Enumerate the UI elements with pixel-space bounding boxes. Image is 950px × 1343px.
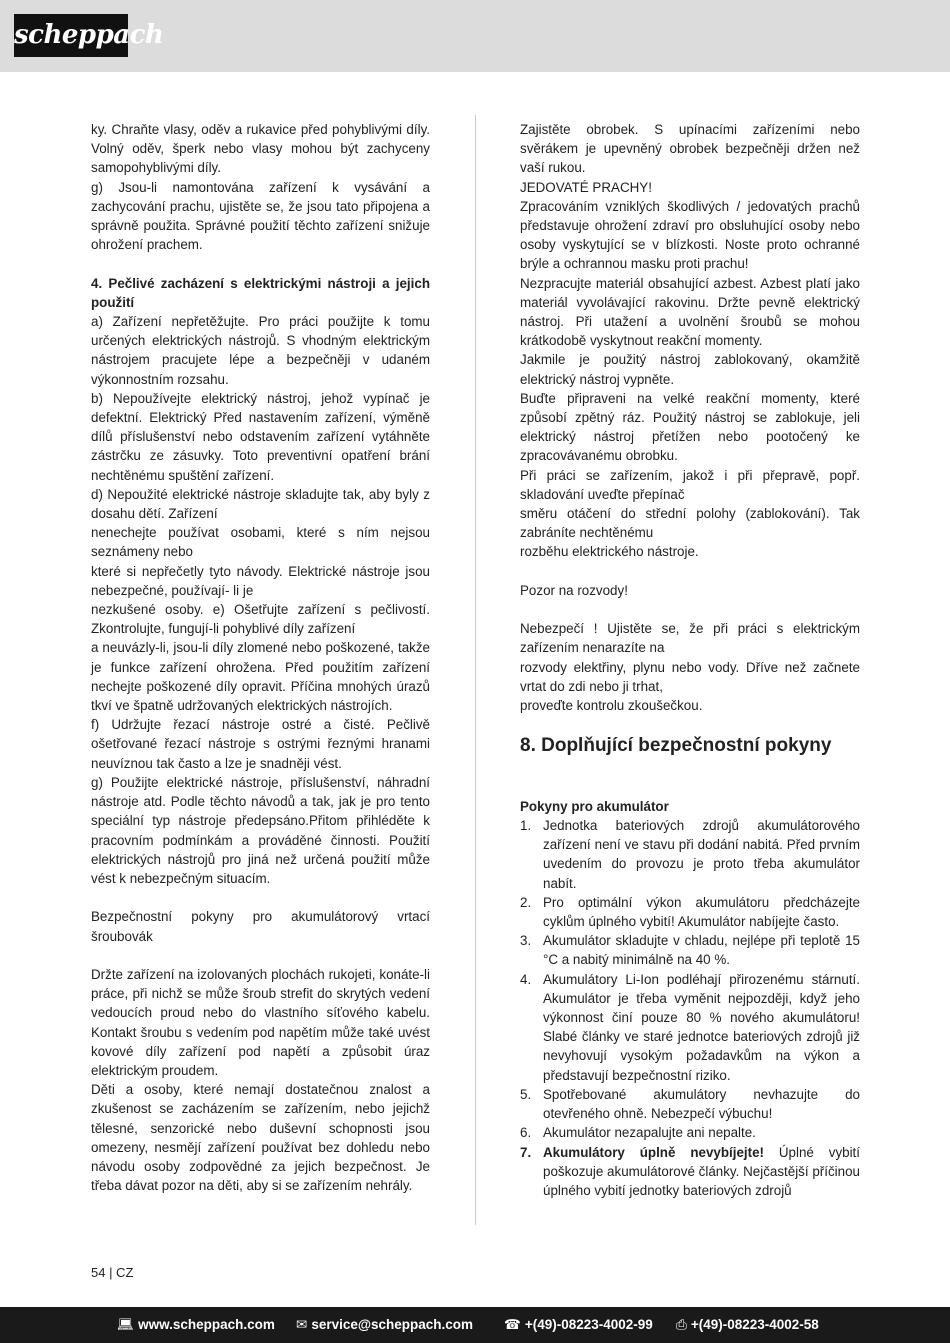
paragraph: ky. Chraňte vlasy, oděv a rukavice před pohyblivými díly. Volný oděv, šperk nebo vlasy mohou být zachyceny samopohyblivými díly. bbox=[91, 122, 430, 176]
list-item bbox=[520, 970, 860, 1085]
paragraph: rozvody elektřiny, plynu nebo vody. Dříve než začnete vrtat do zdi nebo ji trhat, bbox=[520, 659, 860, 694]
list-text: Akumulátor skladujte v chladu, nejlépe při teplotě 15 °C a nabitý minimálně na 40 %. bbox=[543, 933, 860, 968]
paragraph: rozběhu elektrického nástroje. bbox=[520, 544, 699, 560]
list-item bbox=[520, 1085, 860, 1123]
list-number: 5. bbox=[520, 1086, 532, 1102]
footer-email[interactable] bbox=[296, 1307, 473, 1343]
computer-icon: 💻︎ bbox=[117, 1317, 135, 1332]
list-item bbox=[520, 816, 860, 893]
list-item bbox=[520, 1123, 860, 1142]
paragraph: a) Zařízení nepřetěžujte. Pro práci použijte k tomu určených elektrických nástrojů. S vhodným elektrickým nástrojem pracujete lépe a bezpečněji v udaném výkonnostním rozsahu. bbox=[91, 314, 430, 387]
paragraph: nezkušené osoby. e) Ošetřujte zařízení s pečlivostí. Zkontrolujte, fungují-li pohyblivé díly zařízení bbox=[91, 602, 430, 637]
list-text: Akumulátory Li-Ion podléhají přirozenému stárnutí. Akumulátor je třeba vyměnit nejpozději, když jeho výkonnost činí pouze 80 % nového akumulátoru! Slabé články ve staré jednotce bateriových zdrojů již nevyhovují vysokým požadavkům na výkon a představují bezpečnostní riziko. bbox=[543, 971, 860, 1083]
paragraph: Pozor na rozvody! bbox=[520, 582, 628, 598]
list-item bbox=[520, 893, 860, 931]
footer-fax bbox=[676, 1307, 819, 1343]
footer-bar bbox=[0, 1307, 950, 1343]
list-text: Akumulátor nezapalujte ani nepalte. bbox=[543, 1125, 756, 1141]
paragraph: Nezpracujte materiál obsahující azbest. Azbest platí jako materiál vyvolávající rakovinu. Držte pevně elektrický nástroj. Při utažení a uvolnění šroubů se mohou krátkodobě vyskytnout reakční momenty. bbox=[520, 275, 860, 349]
paragraph: JEDOVATÉ PRACHY! bbox=[520, 179, 652, 195]
list-text-rest: Úplné vybití poškozuje akumulátorové články. Nejčastější příčinou úplného vybití jednotky bateriových zdrojů bbox=[543, 1144, 861, 1198]
footer-website[interactable] bbox=[117, 1307, 275, 1343]
paragraph: Zpracováním vzniklých škodlivých / jedovatých prachů představuje ohrožení zdraví pro obsluhující osoby nebo osoby vyskytující se v blízkosti. Noste proto ochranné brýle a ochrannou masku proti prachu! bbox=[520, 198, 860, 272]
paragraph: g) Jsou-li namontována zařízení k vysávání a zachycování prachu, ujistěte se, že jsou tato připojena a správně použita. Správné použití těchto zařízení snižuje ohrožení prachem. bbox=[91, 179, 430, 253]
list-text bbox=[543, 1143, 860, 1201]
battery-instructions-list bbox=[520, 816, 860, 1200]
paragraph: a neuvázly-li, jsou-li díly zlomené nebo poškozené, takže je funkce zařízení ohrožena. Před použitím zařízení nechejte poškozené díly opravit. Příčina mnohých úrazů tkví ve špatně udržovaných elektrických nástrojích. bbox=[91, 640, 430, 714]
list-number: 2. bbox=[520, 894, 532, 910]
paragraph: d) Nepoužité elektrické nástroje skladujte tak, aby byly z dosahu dětí. Zařízení bbox=[91, 486, 430, 522]
list-text: Spotřebované akumulátory nevhazujte do otevřeného ohně. Nebezpečí výbuchu! bbox=[543, 1086, 860, 1122]
paragraph: Při práci se zařízením, jakož i při přepravě, popř. skladování uveďte přepínač bbox=[520, 467, 860, 502]
paragraph: Bezpečnostní pokyny pro akumulátorový vrtací šroubovák bbox=[91, 909, 430, 944]
paragraph: Zajistěte obrobek. S upínacími zařízeními nebo svěrákem je upevněný obrobek bezpečněji držen než vaší rukou. bbox=[520, 122, 860, 176]
list-text: Jednotka bateriových zdrojů akumulátorového zařízení není ve stavu při dodání nabitá. Před prvním uvedením do provozu je proto třeba akumulátor nabít. bbox=[543, 818, 860, 891]
footer-phone[interactable] bbox=[504, 1307, 653, 1343]
list-number: 1. bbox=[520, 818, 532, 834]
paragraph: f) Udržujte řezací nástroje ostré a čisté. Pečlivě ošetřované řezací nástroje s ostrými řeznými hranami neuvíznou tak často a lze je snadněji vést. bbox=[91, 717, 430, 771]
list-number: 7. bbox=[520, 1144, 532, 1160]
section-heading-8: 8. Doplňující bezpečnostní pokyny bbox=[520, 735, 832, 757]
paragraph: Držte zařízení na izolovaných plochách rukojeti, konáte-li práce, při nichž se může šroub strefit do skrytých vedení vedoucích proud nebo do vlastního síťového kabelu. Kontakt šroubu s vedením pod napětím může také uvést kovové díly zařízení pod napětí a způsobit úraz elektrickým proudem. bbox=[91, 966, 430, 1078]
paragraph: g) Použijte elektrické nástroje, příslušenství, náhradní nástroje atd. Podle těchto návodů a tak, jak je pro tento speciální typ nástroje předepsáno.Přitom přihléděte k pracovním podmínkám a prováděné činnosti. Použití elektrických nástrojů pro jiná než určená použití může vést k nebezpečným situacím. bbox=[91, 774, 430, 886]
paragraph: nenechejte používat osobami, které s ním nejsou seznámeny nebo bbox=[91, 525, 430, 560]
paragraph: proveďte kontrolu zkoušečkou. bbox=[520, 698, 703, 714]
list-text: Pro optimální výkon akumulátoru předcházejte cyklům úplného vybití! Akumulátor nabíjejte často. bbox=[543, 894, 860, 930]
paragraph: Děti a osoby, které nemají dostatečnou znalost a zkušenost se zacházením se zařízením, nebo jejichž tělesné, senzorické nebo duševní schopnosti jsou omezeny, nesmějí zařízení používat bez dohledu nebo návodu osoby zodpovědné za jejich bezpečnost. Je třeba dávat pozor na děti, aby si se zařízením nehrály. bbox=[91, 1082, 430, 1194]
email-icon: ✉︎ bbox=[296, 1317, 308, 1332]
paragraph: Buďte připraveni na velké reakční momenty, které způsobí zpětný ráz. Použitý nástroj se zablokuje, jeli elektrický nástroj přetížen nebo pootočený ke zpracovávanému obrobku. bbox=[520, 390, 860, 464]
column-divider bbox=[475, 115, 476, 1225]
list-item bbox=[520, 931, 860, 969]
phone-icon: ☎︎ bbox=[504, 1317, 521, 1332]
paragraph: Nebezpečí ! Ujistěte se, že při práci s elektrickým zařízením nenarazíte na bbox=[520, 621, 860, 656]
left-column bbox=[91, 120, 430, 1195]
list-number: 4. bbox=[520, 971, 532, 987]
subheading: Pokyny pro akumulátor bbox=[520, 798, 669, 814]
section-heading-4: 4. Pečlivé zacházení s elektrickými nástroji a jejich použití bbox=[91, 275, 430, 310]
scheppach-logo: scheppach bbox=[14, 14, 128, 57]
list-item bbox=[520, 1143, 860, 1201]
right-column bbox=[520, 120, 860, 1200]
list-text-bold: Akumulátory úplně nevybíjejte! bbox=[543, 1144, 764, 1160]
fax-icon: ⎙︎ bbox=[676, 1317, 687, 1332]
fax-number: +(49)-08223-4002-58 bbox=[690, 1317, 819, 1332]
header-bar bbox=[0, 0, 950, 72]
page-number: 54 | CZ bbox=[91, 1265, 134, 1280]
website-link[interactable]: www.scheppach.com bbox=[138, 1317, 275, 1332]
email-link[interactable]: service@scheppach.com bbox=[311, 1317, 474, 1332]
paragraph: směru otáčení do střední polohy (zablokování). Tak zabráníte nechtěnému bbox=[520, 506, 860, 541]
paragraph: b) Nepoužívejte elektrický nástroj, jehož vypínač je defektní. Elektrický Před nastavením zařízení, výměně dílů příslušenství nebo odstavením zařízení vytáhněte zástrčku ze zásuvky. Toto preventivní opatření brání nechtěnému spuštění zařízení. bbox=[91, 390, 430, 483]
list-number: 3. bbox=[520, 933, 532, 949]
paragraph: které si nepřečetly tyto návody. Elektrické nástroje jsou nebezpečné, používají- li je bbox=[91, 563, 430, 598]
paragraph: Jakmile je použitý nástroj zablokovaný, okamžitě elektrický nástroj vypněte. bbox=[520, 352, 860, 387]
list-number: 6. bbox=[520, 1125, 532, 1141]
phone-number[interactable]: +(49)-08223-4002-99 bbox=[524, 1317, 653, 1332]
